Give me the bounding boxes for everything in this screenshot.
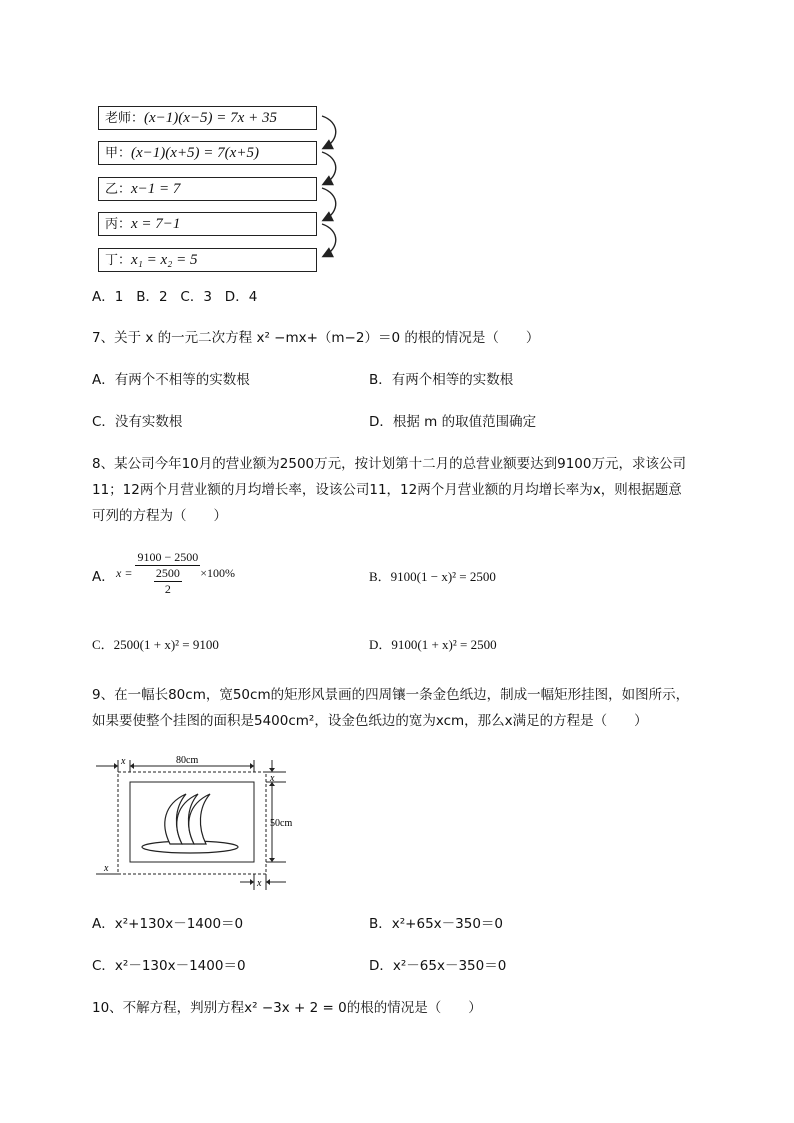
q9-line-1: 9、在一幅长80cm，宽50cm的矩形风景画的四周镶一条金色纸边，制成一幅矩形挂图，如图所示， [92, 687, 690, 703]
q7-option-b: B．有两个相等的实数根 [369, 372, 514, 388]
teacher-equation: (x−1)(x−5) = 7x + 35 [144, 110, 277, 126]
q8-option-a-label: A． [92, 569, 115, 585]
teacher-equation-box [98, 106, 317, 130]
jia-label: 甲： [105, 146, 132, 161]
bing-equation: x = 7−1 [131, 216, 181, 232]
q8-option-a-formula [116, 550, 235, 597]
arrow-1 [322, 116, 336, 148]
q8-a-rhs: ×100% [200, 566, 235, 580]
arrow-2 [322, 152, 336, 184]
q10-stem: 10、不解方程，判别方程x² −3x + 2 = 0的根的情况是（ ） [92, 1000, 482, 1016]
yi-equation: x−1 = 7 [131, 181, 181, 197]
q8-line-3: 可列的方程为（ ） [92, 508, 227, 524]
q8-a-numerator: 9100 − 2500 [137, 550, 199, 564]
q7-option-d: D．根据 m 的取值范围确定 [369, 414, 537, 430]
ding-equation-box [98, 248, 317, 272]
q8-a-inner-fraction [154, 566, 182, 597]
q6-options: A．1 B．2 C．3 D．4 [92, 289, 258, 305]
fig-x-top: x [121, 756, 126, 767]
q7-option-c: C．没有实数根 [92, 414, 183, 430]
q9-option-c: C．x²－130x－1400＝0 [92, 958, 246, 974]
q8-a-inner-den: 2 [164, 582, 171, 596]
flow-arrows [318, 110, 358, 275]
bing-label: 丙： [105, 217, 132, 232]
fig-x-bottom-right: x [257, 878, 262, 889]
q8-option-d: D．9100(1 + x)² = 2500 [369, 637, 497, 652]
q8-a-inner-num: 2500 [155, 566, 180, 580]
q7-stem: 7、关于 x 的一元二次方程 x² −mx+（m−2）＝0 的根的情况是（ ） [92, 330, 540, 346]
q7-option-a: A．有两个不相等的实数根 [92, 372, 250, 388]
q8-a-denominator [135, 566, 200, 597]
yi-label: 乙： [105, 182, 132, 197]
arrow-3 [322, 188, 336, 220]
q8-line-2: 11；12两个月营业额的月均增长率，设该公司11，12两个月营业额的月均增长率为x，则根据题意 [92, 482, 682, 498]
jia-equation: (x−1)(x+5) = 7(x+5) [131, 145, 259, 161]
q9-line-2: 如果要使整个挂图的面积是5400cm²，设金色纸边的宽为xcm，那么x满足的方程是（ ） [92, 713, 648, 729]
q9-option-a: A．x²+130x－1400＝0 [92, 916, 244, 932]
fig-width-label: 50cm [270, 818, 293, 829]
q9-option-d: D．x²－65x－350＝0 [369, 958, 507, 974]
bing-equation-box [98, 212, 317, 236]
q8-option-c: C．2500(1 + x)² = 9100 [92, 637, 219, 652]
q9-option-b: B．x²+65x－350＝0 [369, 916, 503, 932]
q8-a-fraction [135, 550, 200, 597]
q8-a-lhs: x = [116, 566, 133, 580]
fig-x-right: x [270, 773, 275, 784]
fig-x-bottom-left: x [104, 863, 109, 874]
q8-option-b: B．9100(1 − x)² = 2500 [369, 569, 496, 584]
ding-label: 丁： [105, 253, 132, 268]
yi-equation-box [98, 177, 317, 201]
q9-figure [90, 752, 300, 894]
q8-line-1: 8、某公司今年10月的营业额为2500万元，按计划第十二月的总营业额要达到9100万元，求该公司 [92, 456, 686, 472]
jia-equation-box [98, 141, 317, 165]
teacher-label: 老师： [105, 111, 145, 126]
ding-equation: x₁ = x₂ = 5 [131, 252, 198, 268]
fig-length-label: 80cm [176, 755, 199, 766]
arrow-4 [322, 224, 336, 256]
